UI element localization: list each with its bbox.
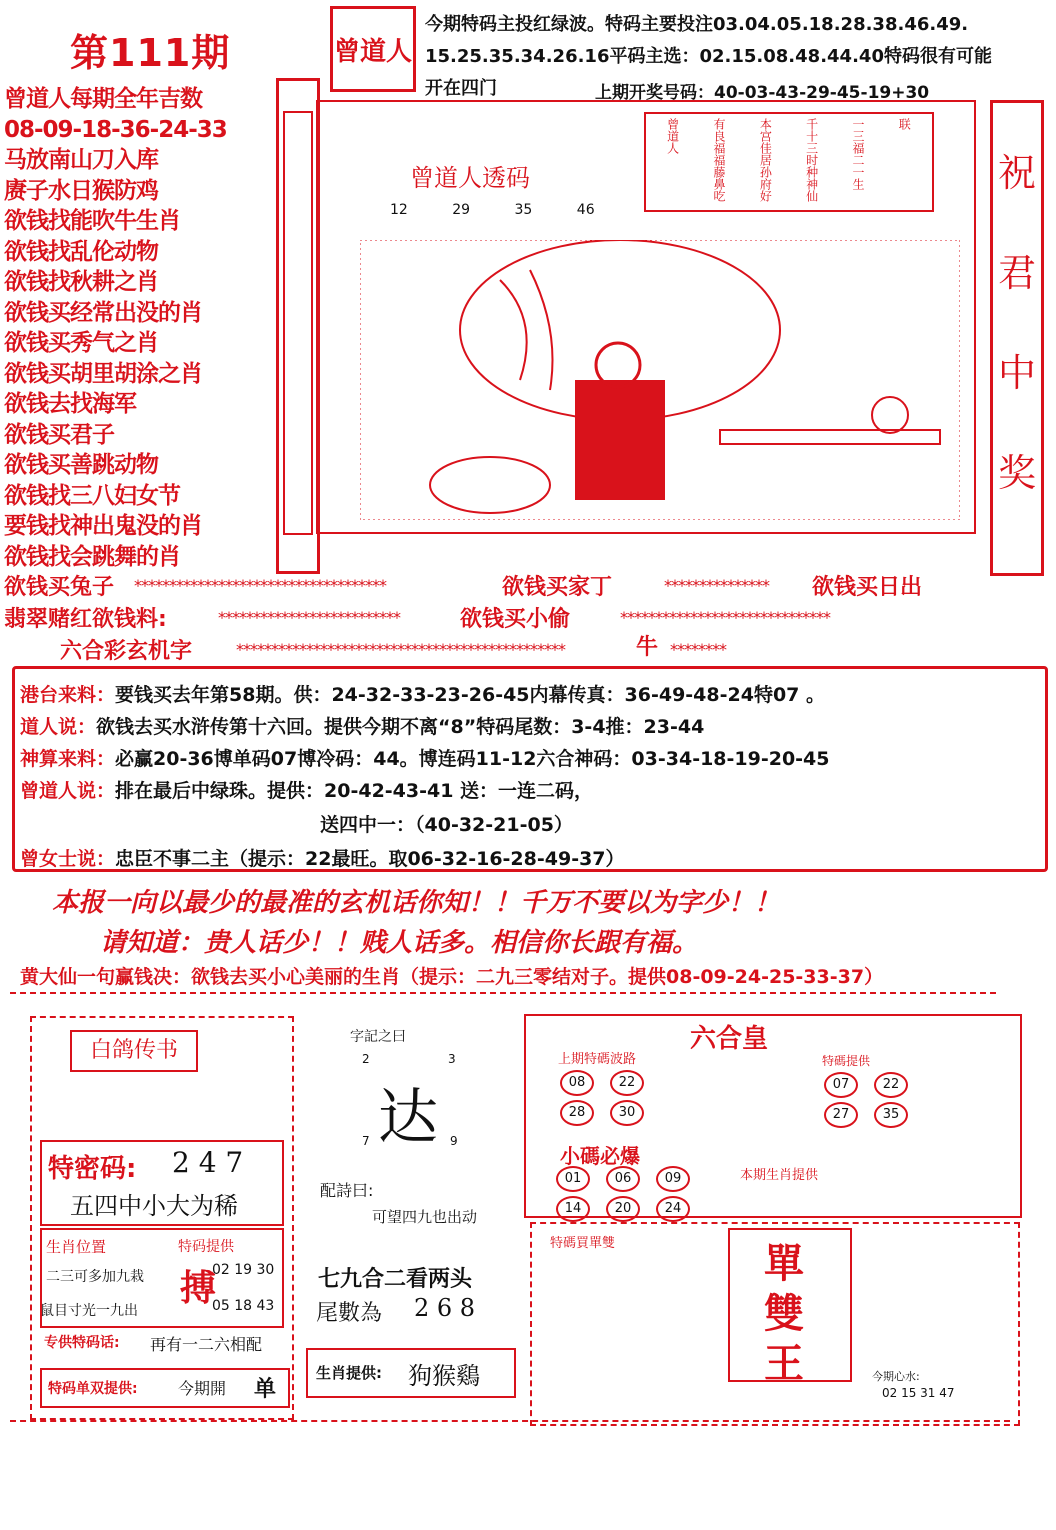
ball-number: 35 [874,1102,908,1128]
left-pillar [276,78,320,574]
zodiac-provide-label: 生肖提供: [316,1364,382,1382]
riddle-row-3-right: 牛 [636,635,659,660]
right-pillar-char: 祝 [997,151,1036,195]
left-line: 曾道人每期全年吉数 [4,86,202,112]
right-pillar-char: 中 [997,351,1036,395]
seven-nine-line: 七九合二看两头 [318,1267,473,1292]
special-provide-label: 特码提供 [178,1239,234,1255]
issue-number: 第111期 [70,31,231,75]
ball-number: 01 [556,1166,590,1192]
zodiac-position-2: 鼠目寸光一九出 [40,1303,138,1319]
scholar-illustration [360,240,960,520]
info-label: 道人说： [20,716,97,738]
asterisk-filler: ************************************ [134,576,386,595]
single-double-text: 今期開 [178,1379,227,1398]
left-line: 欲钱买经常出没的肖 [4,299,202,326]
big-char: 雙 [764,1291,804,1337]
top-bar [330,6,1048,102]
ball-number: 28 [560,1100,594,1126]
left-line: 欲钱买秀气之肖 [4,330,158,356]
big-char: 王 [764,1341,804,1387]
tail-value: 2 6 8 [414,1294,476,1322]
top-line-1: 今期特码主投红绿波。特码主要投注03.04.05.18.28.38.46.49. [425,14,969,35]
left-line: 赓子水日猴防鸡 [4,177,158,204]
asterisk-filler: ******** [670,640,726,659]
left-line: 欲钱找乱伦动物 [4,238,158,265]
special-code-value: 2 4 7 [172,1146,244,1179]
banner-line: 联 [897,118,912,130]
char-of-day: 达 [378,1083,438,1153]
special-code-note: 五四中小大为稀 [70,1192,238,1220]
info-line [320,810,573,837]
top-line-2: 15.25.35.34.26.16平码主选：02.15.08.48.44.40特码很有可能 [425,46,992,67]
small-code-nums [548,1164,728,1224]
tail-label: 尾數為 [316,1301,383,1326]
riddle-row-1-mid: 欲钱买家丁 [502,575,613,600]
special-provide-nums [816,1070,926,1130]
corner-num: 9 [450,1134,458,1148]
info-line [20,680,825,707]
info-text: 欲钱去买水浒传第十六回。提供今期不离“8”特码尾数：3-4推：23-44 [96,716,705,738]
liuhe-huang-title: 六合皇 [690,1024,769,1054]
right-pillar [990,100,1044,576]
odd-even-label: 特碼買單雙 [550,1236,616,1251]
riddle-row-1-right: 欲钱买日出 [812,575,923,600]
ball-number: 06 [606,1166,640,1192]
left-pillar-inner [283,111,313,535]
ball-number: 22 [610,1070,644,1096]
corner-num: 3 [448,1052,456,1066]
white-dove-title: 白鸽传书 [70,1030,198,1072]
banner-line: 有良福福藤鼻吃 [711,118,726,202]
single-double-value: 单 [254,1377,277,1402]
info-line [20,712,704,739]
asterisk-filler: ****************************** [620,608,830,627]
top-line-3-left: 开在四门 [425,78,497,99]
ball-number: 20 [606,1196,640,1222]
left-line: 欲钱买善跳动物 [4,452,158,478]
left-line: 欲钱去找海军 [4,391,136,417]
left-line: 欲钱买君子 [4,421,114,448]
special-nums-2: 05 18 43 [212,1298,275,1314]
right-pillar-char: 奖 [997,451,1036,495]
zodiac-right-label: 本期生肖提供 [740,1168,819,1183]
ball-number: 30 [610,1100,644,1126]
seal-text: 曾道人 [333,36,412,67]
exclusive-label: 专供特码话: [44,1335,120,1351]
info-text: 排在最后中绿珠。提供：20-42-43-41 送：一连二码， [115,780,594,802]
info-label: 曾道人说： [20,780,116,802]
slogan-line-1: 本报一向以最少的最准的玄机话你知！！千万不要以为字少！！ [52,888,781,918]
special-nums-1: 02 19 30 [212,1262,275,1278]
info-text: 要钱买去年第58期。供：24-32-33-23-26-45内幕传真：36-49-48-24特07 。 [115,684,826,706]
slogan-line-2: 请知道：贵人话少！！贱人话多。相信你长跟有福。 [100,928,699,958]
ball-number: 22 [874,1072,908,1098]
heart-label: 今期心水: [872,1370,920,1383]
info-line [20,744,830,771]
info-label: 神算来料： [20,748,116,770]
left-line: 欲钱买胡里胡涂之肖 [4,360,202,387]
bottom-divider [10,1420,1010,1422]
ball-number: 07 [824,1072,858,1098]
zodiac-provide-value: 狗猴鷄 [408,1362,480,1390]
scroll-numbers: 12 29 35 46 [390,202,595,218]
ball-number: 24 [656,1196,690,1222]
char-title: 字記之曰 [350,1029,406,1045]
corner-num: 2 [362,1052,370,1066]
corner-num: 7 [362,1134,370,1148]
seal-logo [330,6,416,92]
hanging-banner [644,112,934,212]
small-code-label: 小碼必爆 [560,1144,640,1168]
info-text: 必赢20-36博单码07博冷码：44。博连码11-12六合神码：03-34-18-19-20-45 [115,748,830,770]
last-wave-label: 上期特碼波路 [558,1052,637,1067]
banner-line: 一三福二一生 [850,118,865,190]
poem-label: 配詩曰: [320,1181,374,1200]
last-wave-nums [552,1068,682,1128]
info-line [20,844,625,871]
top-line-3-right: 上期开奖号码：40-03-43-29-45-19+30 [595,83,930,103]
banner-line: 千十三时种神仙 [804,118,819,202]
zodiac-position-label: 生肖位置 [46,1238,107,1256]
info-label: 港台来料： [20,684,116,706]
ball-number: 09 [656,1166,690,1192]
left-line: 要钱找神出鬼没的肖 [4,513,202,539]
left-line: 欲钱找秋耕之肖 [4,269,158,295]
poem-text: 可望四九也出动 [372,1208,478,1226]
asterisk-filler: *************** [664,576,769,595]
banner-line: 本宫佳居孙府好 [758,118,773,202]
bo-character: 搏 [180,1268,217,1309]
left-line: 08-09-18-36-24-33 [4,116,227,143]
riddle-row-2-mid: 欲钱买小偷 [460,607,571,632]
info-text: 忠臣不事二主（提示：22最旺。取06-32-16-28-49-37） [115,848,625,870]
ball-number: 08 [560,1070,594,1096]
special-code-label: 特密码: [48,1154,137,1184]
riddle-row-2-left: 翡翠赌红欲钱料: [4,607,167,632]
info-label: 曾女士说： [20,848,116,870]
zodiac-position-1: 二三可多加九栽 [46,1269,144,1285]
right-pillar-char: 君 [997,251,1036,295]
banner-line: 曾道人 [665,118,680,154]
exclusive-text: 再有一二六相配 [150,1335,263,1354]
left-line: 欲钱找能吹牛生肖 [4,208,180,234]
left-line: 欲钱找会跳舞的肖 [4,543,180,570]
special-provide-right-label: 特碼提供 [822,1054,871,1068]
asterisk-filler: *********************************************** [236,640,565,659]
riddle-row-1-left: 欲钱买兔子 [4,575,115,600]
asterisk-filler: ************************** [218,608,400,627]
left-line: 欲钱找三八妇女节 [4,482,180,509]
scroll-title: 曾道人透码 [410,164,530,192]
ball-number: 14 [556,1196,590,1222]
left-column [4,84,284,572]
divider [10,992,996,994]
left-line: 马放南山刀入库 [4,147,158,173]
info-line [20,776,593,803]
info-text: 送四中一：（40-32-21-05） [320,814,573,836]
ball-number: 27 [824,1102,858,1128]
huang-da-xian-line: 黄大仙一句赢钱决：欲钱去买小心美丽的生肖（提示：二九三零结对子。提供08-09-24-25-33-37） [20,966,884,988]
big-char: 單 [764,1241,804,1287]
riddle-row-3-left: 六合彩玄机字 [60,639,193,664]
single-double-label: 特码单双提供: [48,1381,138,1397]
last-nums: 02 15 31 47 [882,1386,955,1400]
